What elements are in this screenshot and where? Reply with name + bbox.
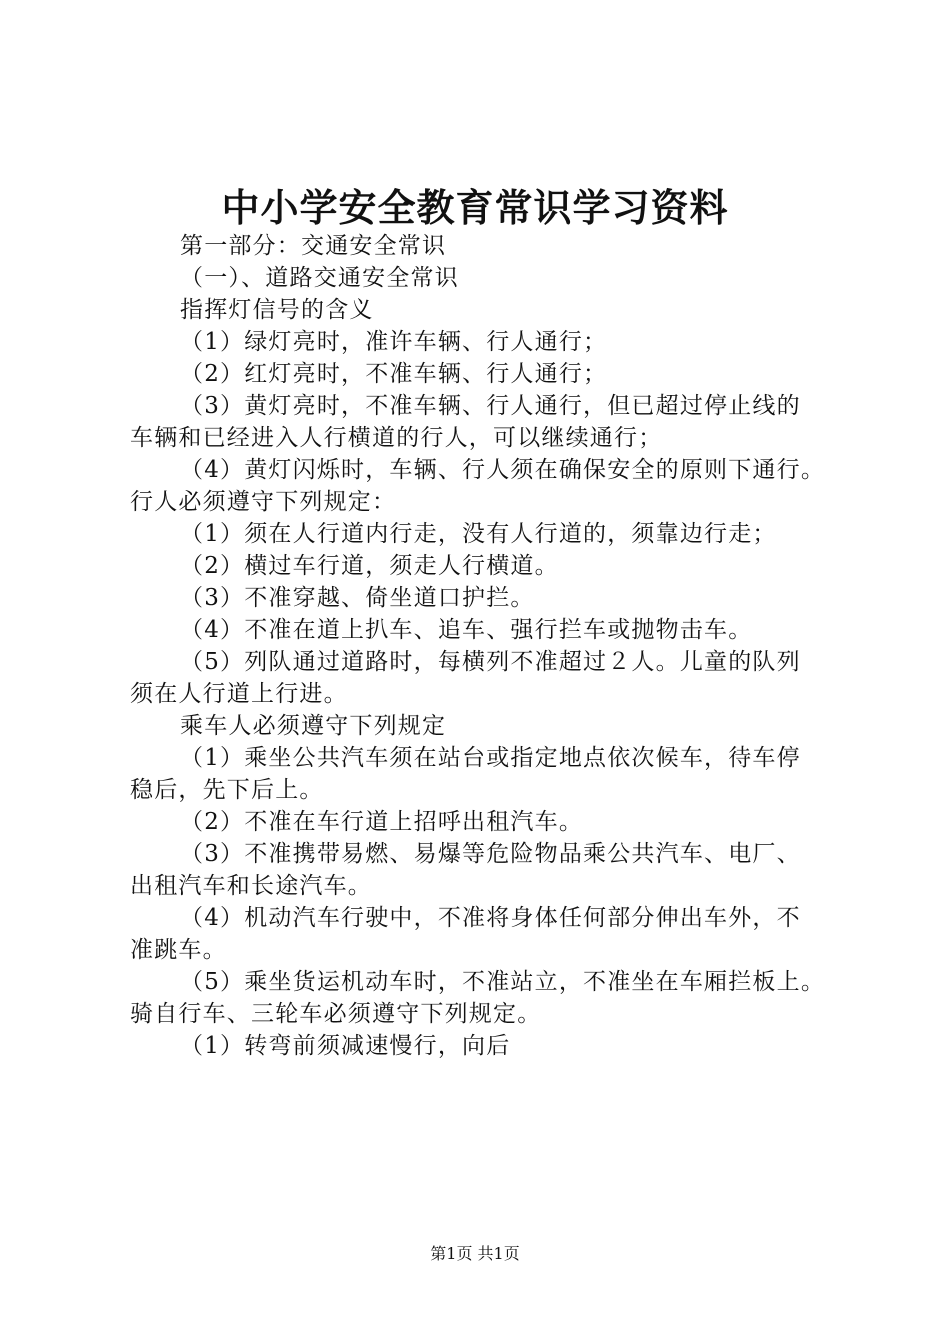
paragraph-line: 出租汽车和长途汽车。: [130, 873, 372, 899]
paragraph-line: （2）红灯亮时，不准车辆、行人通行；: [180, 361, 608, 387]
paragraph-line: 稳后，先下后上。: [130, 777, 324, 803]
paragraph-line: 车辆和已经进入人行横道的行人，可以继续通行；: [130, 425, 663, 451]
paragraph-line: （4）黄灯闪烁时，车辆、行人须在确保安全的原则下通行。: [180, 457, 826, 483]
paragraph-line: （2）横过车行道，须走人行横道。: [180, 553, 559, 579]
paragraph-line: （4）不准在道上扒车、追车、强行拦车或抛物击车。: [180, 617, 753, 643]
paragraph-line: （5）乘坐货运机动车时，不准站立，不准坐在车厢拦板上。: [180, 969, 826, 995]
paragraph-line: （1）须在人行道内行走，没有人行道的，须靠边行走；: [180, 521, 777, 547]
section-heading: 第一部分：交通安全常识: [180, 233, 447, 259]
paragraph-line: 须在人行道上行进。: [130, 681, 348, 707]
paragraph-line: （4）机动汽车行驶中，不准将身体任何部分伸出车外，不: [180, 905, 801, 931]
paragraph-line: （2）不准在车行道上招呼出租汽车。: [180, 809, 584, 835]
topic-heading: 骑自行车、三轮车必须遵守下列规定。: [130, 1001, 542, 1027]
topic-heading: 指挥灯信号的含义: [180, 297, 374, 323]
paragraph-line: （1）乘坐公共汽车须在站台或指定地点依次候车，待车停: [180, 745, 801, 771]
paragraph-line: （3）黄灯亮时，不准车辆、行人通行，但已超过停止线的: [180, 393, 801, 419]
paragraph-line: （1）绿灯亮时，准许车辆、行人通行；: [180, 329, 608, 355]
paragraph-line: （5）列队通过道路时，每横列不准超过２人。儿童的队列: [180, 649, 801, 675]
paragraph-line: （3）不准穿越、倚坐道口护拦。: [180, 585, 535, 611]
paragraph-line: （3）不准携带易燃、易爆等危险物品乘公共汽车、电厂、: [180, 841, 801, 867]
document-title: 中小学安全教育常识学习资料: [221, 185, 729, 230]
subsection-heading: （一）、道路交通安全常识: [180, 265, 459, 291]
topic-heading: 乘车人必须遵守下列规定: [180, 713, 447, 739]
page-footer: 第1页 共1页: [430, 1244, 520, 1263]
paragraph-line: （1）转弯前须减速慢行，向后: [180, 1033, 511, 1059]
document-body: [130, 230, 860, 1062]
paragraph-line: 准跳车。: [130, 937, 227, 963]
topic-heading: 行人必须遵守下列规定：: [130, 489, 397, 515]
